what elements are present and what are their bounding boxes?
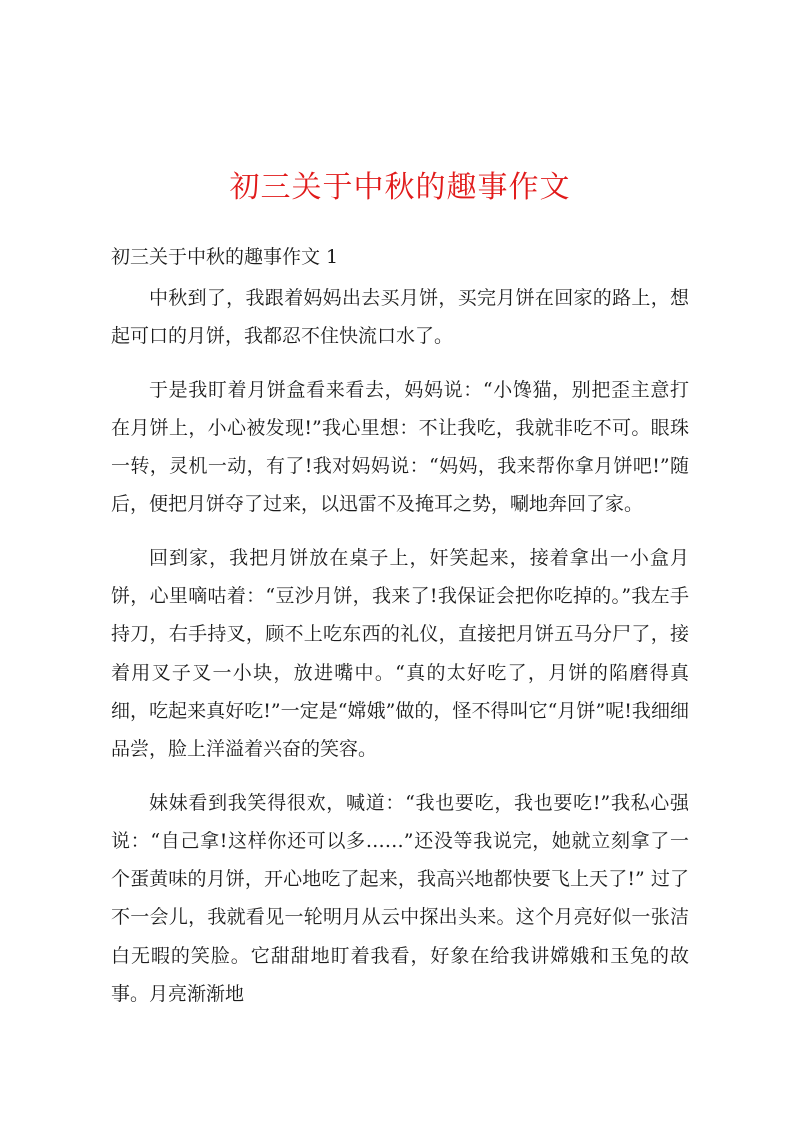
paragraph-2: 于是我盯着月饼盒看来看去，妈妈说：“小馋猫，别把歪主意打在月饼上，小心被发现!”我心里想：不让我吃，我就非吃不可。眼珠一转，灵机一动，有了!我对妈妈说：“妈妈，我来帮你拿月饼吧!”随后，便把月饼夺了过来，以迅雷不及掩耳之势，唰地奔回了家。 bbox=[111, 378, 689, 516]
paragraph-1: 中秋到了，我跟着妈妈出去买月饼，买完月饼在回家的路上，想起可口的月饼，我都忍不住快流口水了。 bbox=[111, 287, 689, 348]
section-heading: 初三关于中秋的趣事作文 1 bbox=[111, 246, 339, 268]
document-title: 初三关于中秋的趣事作文 bbox=[229, 170, 571, 205]
paragraph-3: 回到家，我把月饼放在桌子上，奸笑起来，接着拿出一小盒月饼，心里嘀咕着：“豆沙月饼，我来了!我保证会把你吃掉的。”我左手持刀，右手持叉，顾不上吃东西的礼仪，直接把月饼五马分尸了，接着用叉子叉一小块，放进嘴中。“真的太好吃了，月饼的陷磨得真细，吃起来真好吃!”一定是“嫦娥”做的，怪不得叫它“月饼”呢!我细细品尝，脸上洋溢着兴奋的笑容。 bbox=[111, 546, 689, 761]
document-body bbox=[111, 279, 689, 1028]
paragraph-4: 妹妹看到我笑得很欢，喊道：“我也要吃，我也要吃!”我私心强说：“自己拿!这样你还可以多……”还没等我说完，她就立刻拿了一个蛋黄味的月饼，开心地吃了起来，我高兴地都快要飞上天了!” 过了不一会儿，我就看见一轮明月从云中探出头来。这个月亮好似一张洁白无暇的笑脸。它甜甜地盯着我看，好象在给我讲嫦娥和玉兔的故事。月亮渐渐地 bbox=[111, 791, 689, 1006]
